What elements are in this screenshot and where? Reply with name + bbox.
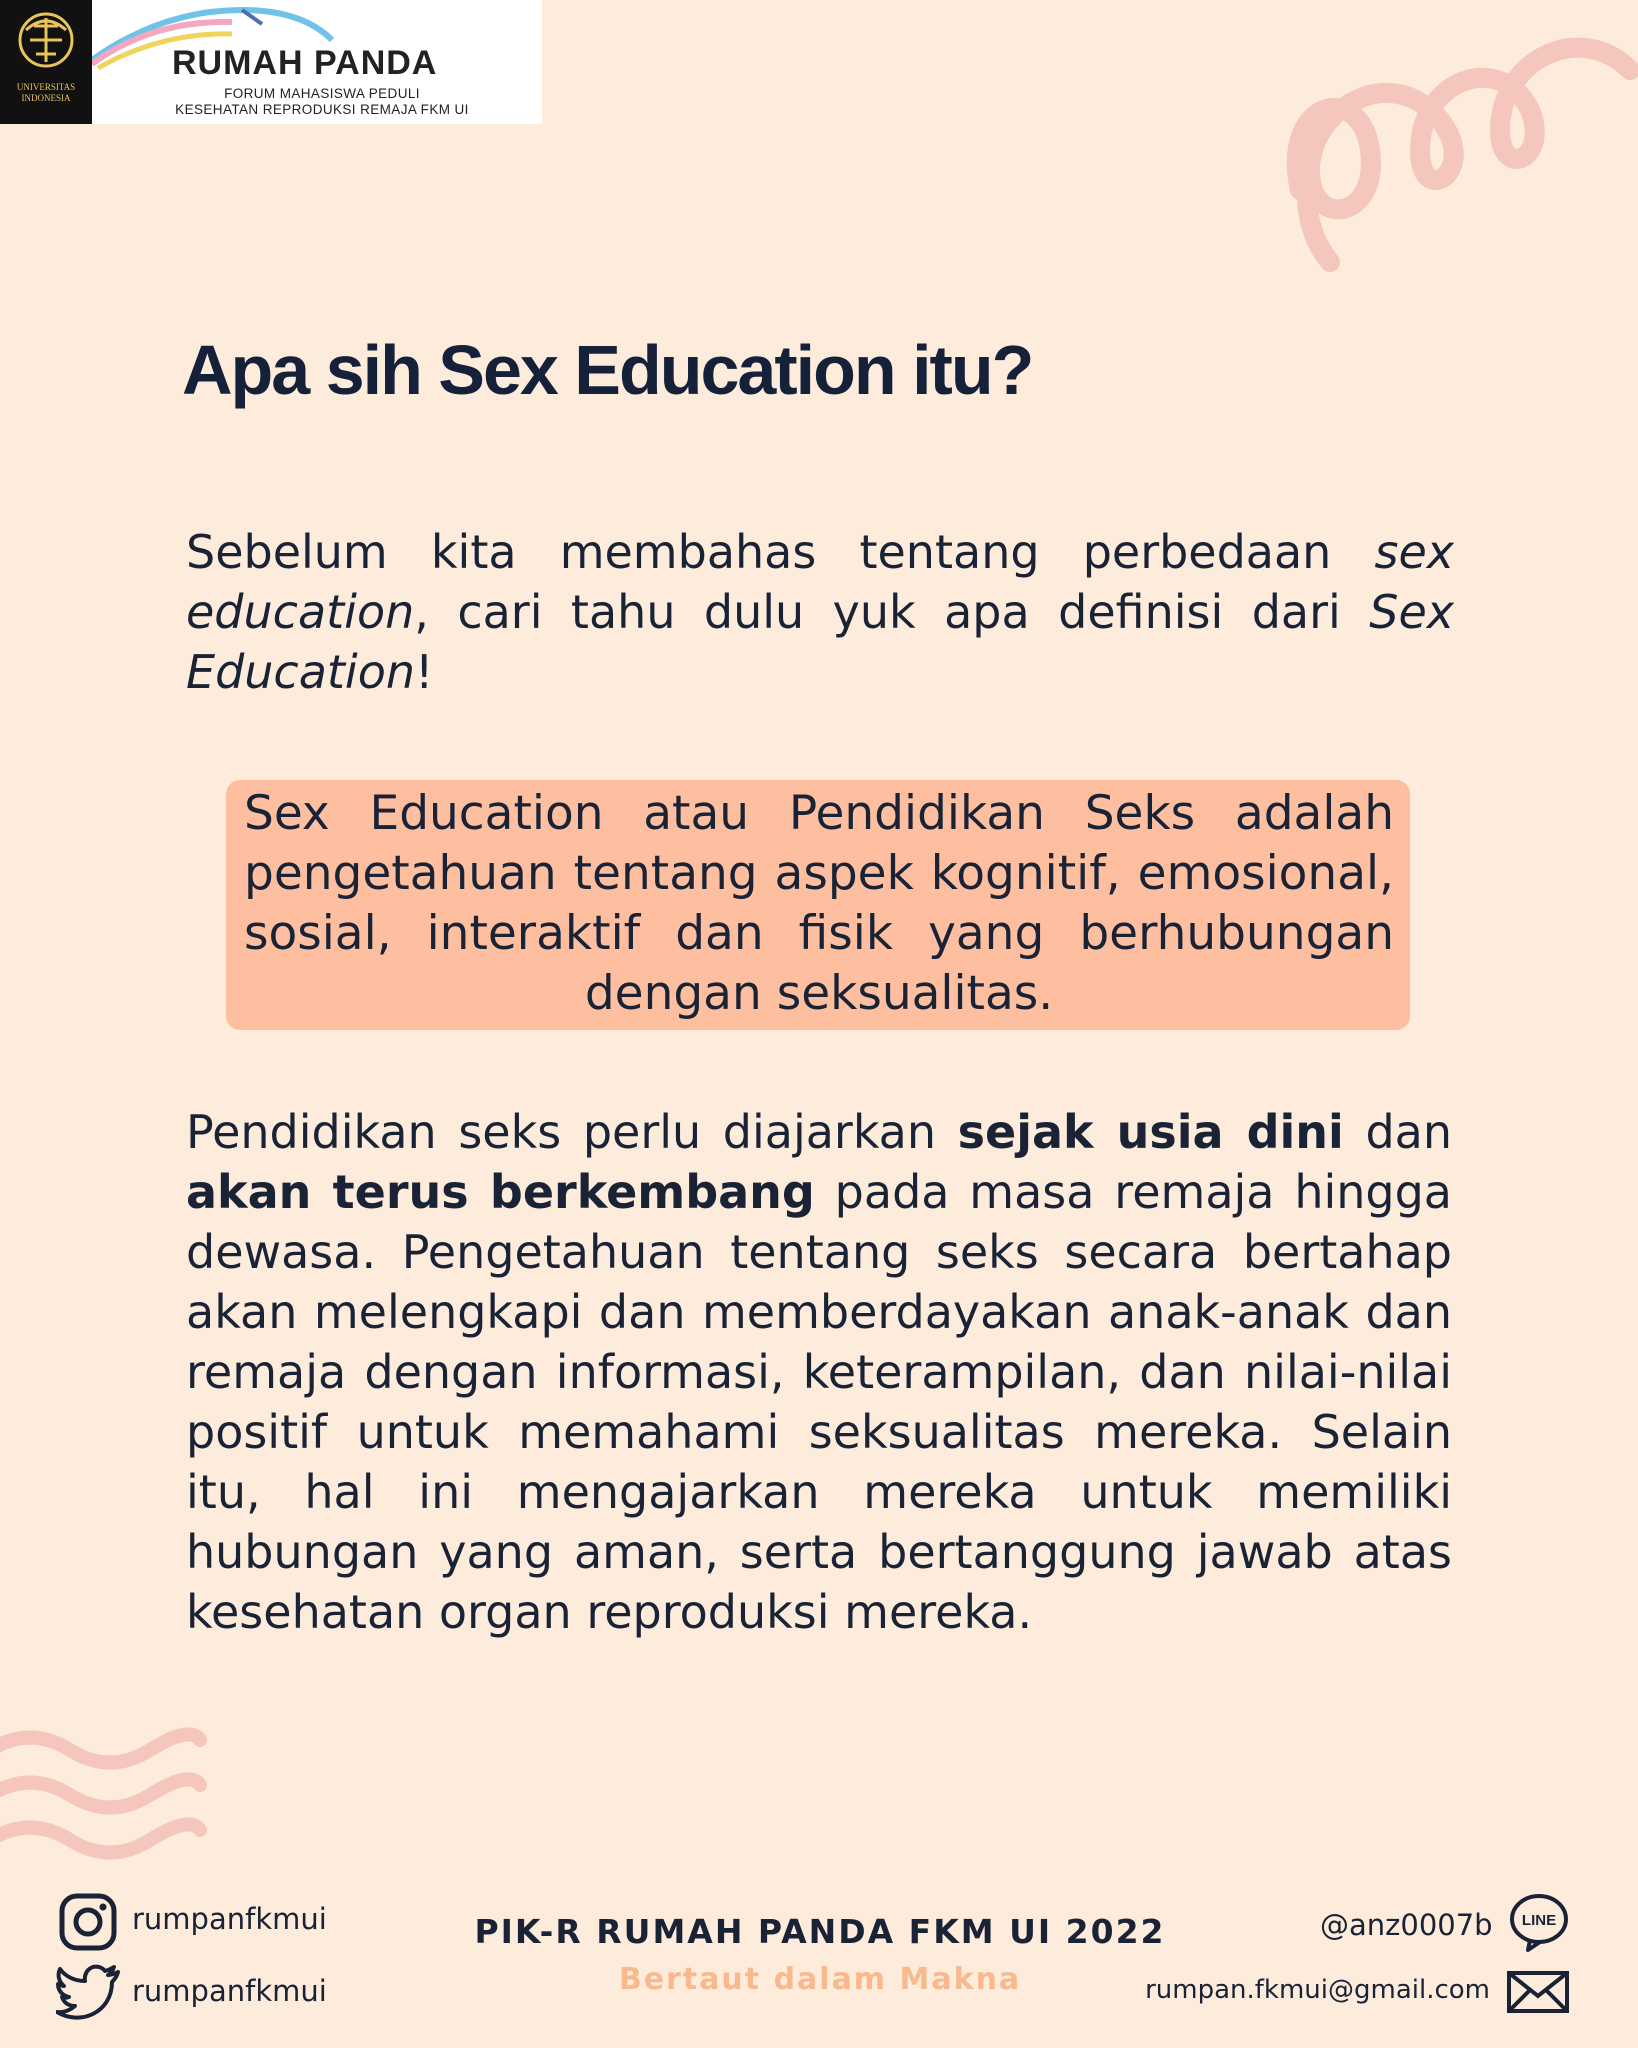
ui-caption-line-1: UNIVERSITAS [16,82,76,92]
brand-name: RUMAH PANDA [172,44,438,82]
line-icon-label: LINE [1521,1912,1557,1929]
line-id[interactable]: @anz0007b [1320,1908,1493,1942]
definition-text [244,784,1394,1024]
intro-paragraph [186,522,1454,702]
definition-content: Sex Education atau Pendidikan Seks adalah pengetahuan tentang aspek kognitif, emosional, sosial, interaktif dan fisik yang berhubungan dengan seksualitas. [244,786,1394,1021]
footer-org-title: PIK-R RUMAH PANDA FKM UI 2022 [474,1912,1166,1951]
intro-text-2: , cari tahu dulu yuk apa definisi dari [414,585,1370,639]
squiggle-decoration [1250,0,1638,280]
intro-italic-4: Education [186,645,416,699]
body-text-2: dan [1365,1105,1453,1159]
page-title: Apa sih Sex Education itu? [182,331,1033,409]
universitas-indonesia-logo [0,0,92,124]
body-bold-1: sejak usia dini [957,1105,1344,1159]
ui-caption-line-2: INDONESIA [21,93,71,103]
mail-icon[interactable] [1506,1970,1570,2014]
body-paragraph [186,1102,1452,1642]
intro-text-1: Sebelum kita membahas tentang perbedaan [186,525,1375,579]
footer-tagline: Bertaut dalam Makna [618,1962,1022,1997]
line-icon[interactable] [1508,1892,1570,1954]
intro-italic-2: education [186,585,415,639]
makara-emblem-icon [14,10,78,76]
email-address[interactable]: rumpan.fkmui@gmail.com [1145,1975,1490,2005]
body-text-3: pada masa remaja hingga dewasa. Pengetahuan tentang seks secara bertahap akan melengkapi dan memberdayakan anak-anak dan remaja dengan informasi, keterampilan, dan nilai-nilai positif untuk memahami seksualitas mereka. Selain itu, hal ini mengajarkan mereka untuk memiliki hubungan yang aman, serta bertanggung jawab atas kesehatan organ reproduksi mereka. [186,1165,1452,1639]
brand-subtitle-2: KESEHATAN REPRODUKSI REMAJA FKM UI [175,102,469,117]
brand-subtitle-1: FORUM MAHASISWA PEDULI [224,86,420,101]
wave-decoration [0,1720,210,1880]
intro-italic-1: sex [1374,525,1454,579]
twitter-handle[interactable]: rumpanfkmui [132,1974,327,2008]
body-bold-2: akan terus berkembang [186,1165,815,1219]
instagram-icon[interactable] [58,1892,118,1952]
rumah-panda-logo [92,0,542,124]
instagram-handle[interactable]: rumpanfkmui [132,1902,327,1936]
body-text-1: Pendidikan seks perlu diajarkan [186,1105,958,1159]
intro-text-3: ! [415,645,434,699]
twitter-icon[interactable] [56,1964,122,2020]
intro-italic-3: Sex [1369,585,1454,639]
